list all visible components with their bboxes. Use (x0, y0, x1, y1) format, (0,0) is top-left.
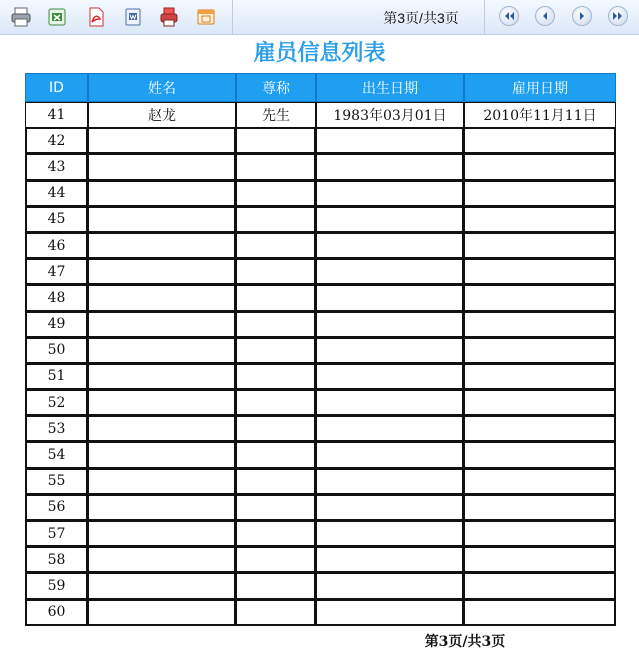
table-row (25, 573, 616, 599)
table-row (25, 364, 616, 390)
column-header-title[interactable]: 尊称 (236, 73, 316, 102)
cell-name (88, 128, 236, 154)
table-row (25, 547, 616, 573)
cell-birth-date (316, 233, 464, 259)
cell-id: 43 (25, 154, 88, 180)
cell-name (88, 573, 236, 599)
cell-id: 57 (25, 521, 88, 547)
cell-hire-date (464, 259, 616, 285)
pdf-export-icon[interactable] (83, 4, 109, 30)
cell-title (236, 469, 316, 495)
cell-name (88, 181, 236, 207)
cell-name (88, 364, 236, 390)
cell-birth-date (316, 442, 464, 468)
cell-id: 49 (25, 312, 88, 338)
cell-name (88, 521, 236, 547)
cell-id: 56 (25, 495, 88, 521)
cell-id: 53 (25, 416, 88, 442)
cell-title (236, 233, 316, 259)
cell-id: 45 (25, 207, 88, 233)
table-row (25, 102, 616, 128)
cell-hire-date (464, 128, 616, 154)
column-header-name[interactable]: 姓名 (88, 73, 236, 102)
cell-id: 46 (25, 233, 88, 259)
table-row (25, 521, 616, 547)
cell-title (236, 259, 316, 285)
cell-id: 59 (25, 573, 88, 599)
column-header-id[interactable]: ID (25, 73, 88, 102)
cell-id: 48 (25, 285, 88, 311)
cell-birth-date (316, 416, 464, 442)
cell-hire-date (464, 547, 616, 573)
cell-hire-date (464, 181, 616, 207)
previous-page-icon[interactable] (535, 6, 555, 26)
footer-page-status: 第3页/共3页 (424, 634, 506, 650)
table-row (25, 469, 616, 495)
last-page-icon[interactable] (608, 6, 628, 26)
cell-birth-date (316, 364, 464, 390)
excel-export-icon[interactable] (44, 4, 70, 30)
cell-name (88, 154, 236, 180)
cell-title (236, 181, 316, 207)
word-export-icon[interactable] (120, 4, 146, 30)
html-export-icon[interactable] (193, 4, 219, 30)
cell-birth-date (316, 338, 464, 364)
cell-name (88, 338, 236, 364)
cell-birth-date (316, 600, 464, 626)
table-row (25, 233, 616, 259)
toolbar-separator (232, 0, 233, 34)
table-row (25, 390, 616, 416)
cell-id: 44 (25, 181, 88, 207)
cell-name (88, 547, 236, 573)
cell-name (88, 233, 236, 259)
cell-id: 51 (25, 364, 88, 390)
cell-name (88, 259, 236, 285)
cell-name (88, 442, 236, 468)
cell-hire-date (464, 442, 616, 468)
cell-name (88, 285, 236, 311)
cell-title (236, 600, 316, 626)
table-row (25, 312, 616, 338)
cell-birth-date (316, 128, 464, 154)
cell-name (88, 312, 236, 338)
cell-birth-date (316, 573, 464, 599)
cell-id: 58 (25, 547, 88, 573)
cell-hire-date (464, 521, 616, 547)
cell-title (236, 390, 316, 416)
cell-hire-date (464, 364, 616, 390)
cell-name (88, 495, 236, 521)
cell-hire-date (464, 416, 616, 442)
report-toolbar (0, 0, 639, 35)
table-row (25, 416, 616, 442)
next-page-icon[interactable] (572, 6, 592, 26)
cell-title (236, 207, 316, 233)
cell-title (236, 495, 316, 521)
employee-table (25, 73, 616, 630)
table-row (25, 285, 616, 311)
cell-id: 54 (25, 442, 88, 468)
table-row (25, 128, 616, 154)
cell-birth-date (316, 207, 464, 233)
cell-id: 50 (25, 338, 88, 364)
cell-hire-date (464, 495, 616, 521)
cell-title (236, 285, 316, 311)
cell-birth-date (316, 181, 464, 207)
table-header-row (25, 73, 616, 102)
cell-id: 47 (25, 259, 88, 285)
cell-birth-date (316, 390, 464, 416)
cell-title (236, 364, 316, 390)
table-row (25, 442, 616, 468)
cell-hire-date (464, 600, 616, 626)
cell-birth-date (316, 259, 464, 285)
first-page-icon[interactable] (499, 6, 519, 26)
cell-title (236, 338, 316, 364)
cell-title (236, 573, 316, 599)
cell-hire-date (464, 469, 616, 495)
table-row (25, 259, 616, 285)
cell-birth-date (316, 312, 464, 338)
table-row (25, 181, 616, 207)
table-row (25, 154, 616, 180)
cell-birth-date (316, 521, 464, 547)
cell-hire-date (464, 207, 616, 233)
cell-id: 55 (25, 469, 88, 495)
cell-title (236, 521, 316, 547)
cell-id: 60 (25, 600, 88, 626)
cell-name (88, 390, 236, 416)
cell-hire-date: 2010年11月11日 (464, 102, 616, 128)
column-header-birth-date[interactable]: 出生日期 (316, 73, 464, 102)
cell-title (236, 312, 316, 338)
cell-name (88, 600, 236, 626)
cell-birth-date (316, 547, 464, 573)
cell-birth-date (316, 154, 464, 180)
table-row (25, 495, 616, 521)
cell-id: 41 (25, 102, 88, 128)
report-title: 雇员信息列表 (253, 40, 386, 66)
cell-title (236, 547, 316, 573)
print-setup-icon[interactable] (156, 4, 182, 30)
cell-hire-date (464, 338, 616, 364)
table-row (25, 600, 616, 626)
cell-hire-date (464, 233, 616, 259)
cell-birth-date: 1983年03月01日 (316, 102, 464, 128)
cell-hire-date (464, 154, 616, 180)
cell-birth-date (316, 285, 464, 311)
table-row (25, 338, 616, 364)
cell-title (236, 154, 316, 180)
cell-birth-date (316, 469, 464, 495)
column-header-hire-date[interactable]: 雇用日期 (464, 73, 616, 102)
cell-hire-date (464, 390, 616, 416)
cell-hire-date (464, 285, 616, 311)
cell-name (88, 416, 236, 442)
cell-title (236, 442, 316, 468)
cell-title: 先生 (236, 102, 316, 128)
table-row (25, 207, 616, 233)
cell-hire-date (464, 573, 616, 599)
cell-id: 52 (25, 390, 88, 416)
cell-name (88, 207, 236, 233)
cell-title (236, 128, 316, 154)
page-status: 第3页/共3页 (383, 10, 459, 26)
cell-id: 42 (25, 128, 88, 154)
toolbar-separator (484, 0, 485, 34)
print-icon[interactable] (8, 4, 34, 30)
cell-name: 赵龙 (88, 102, 236, 128)
cell-hire-date (464, 312, 616, 338)
cell-birth-date (316, 495, 464, 521)
cell-name (88, 469, 236, 495)
cell-title (236, 416, 316, 442)
